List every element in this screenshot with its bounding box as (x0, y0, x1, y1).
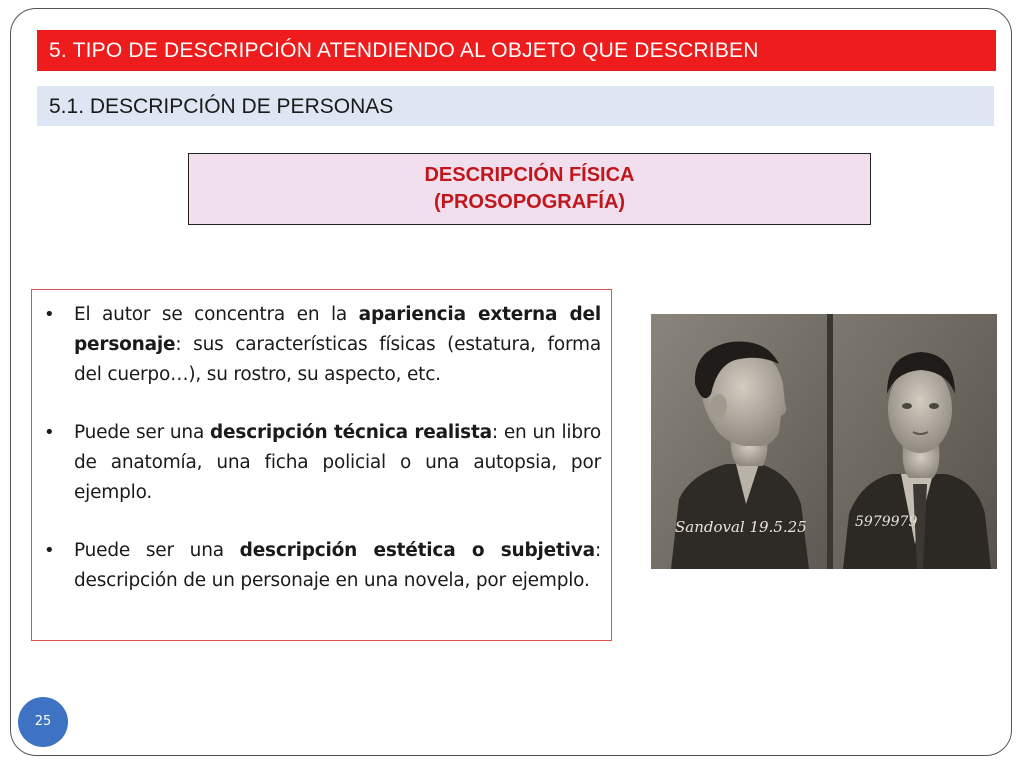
bullet-item (32, 536, 601, 596)
page-number-badge: 25 (18, 697, 68, 747)
bullet-box (31, 289, 612, 641)
photo-caption-right: 5979979 (855, 514, 918, 530)
bullet-text: : en un libro de anatomía, una ficha policial o una autopsia, por ejemplo. (74, 422, 601, 503)
bullet-list (32, 300, 601, 596)
bullet-dot-icon: • (44, 422, 55, 443)
bullet-item (32, 418, 601, 508)
description-type-title: DESCRIPCIÓN FÍSICA (424, 164, 635, 186)
bullet-text: : descripción de un personaje en una novela, por ejemplo. (74, 540, 601, 591)
bullet-text: El autor se concentra en la (74, 304, 359, 325)
description-type-subtitle: (PROSOPOGRAFÍA) (433, 191, 626, 213)
bullet-text: Puede ser una (74, 422, 211, 443)
bullet-bold-text: apariencia externa del personaje (74, 304, 601, 355)
mugshot-illustration (651, 314, 997, 569)
bullet-bold-text: descripción estética o subjetiva (239, 540, 595, 561)
mugshot-photo (651, 314, 997, 569)
slide-title-bar: 5. TIPO DE DESCRIPCIÓN ATENDIENDO AL OBJETO QUE DESCRIBEN (37, 30, 996, 71)
bullet-text: Puede ser una (74, 540, 240, 561)
photo-caption-left: Sandoval 19.5.25 (675, 518, 807, 536)
bullet-text: : sus características físicas (estatura, forma del cuerpo…), su rostro, su aspecto, etc. (74, 334, 601, 385)
bullet-dot-icon: • (44, 540, 55, 561)
description-type-box (188, 153, 871, 225)
bullet-dot-icon: • (44, 304, 55, 325)
bullet-item (32, 300, 601, 390)
bullet-bold-text: descripción técnica realista (210, 422, 492, 443)
section-subtitle-bar: 5.1. DESCRIPCIÓN DE PERSONAS (37, 86, 994, 126)
